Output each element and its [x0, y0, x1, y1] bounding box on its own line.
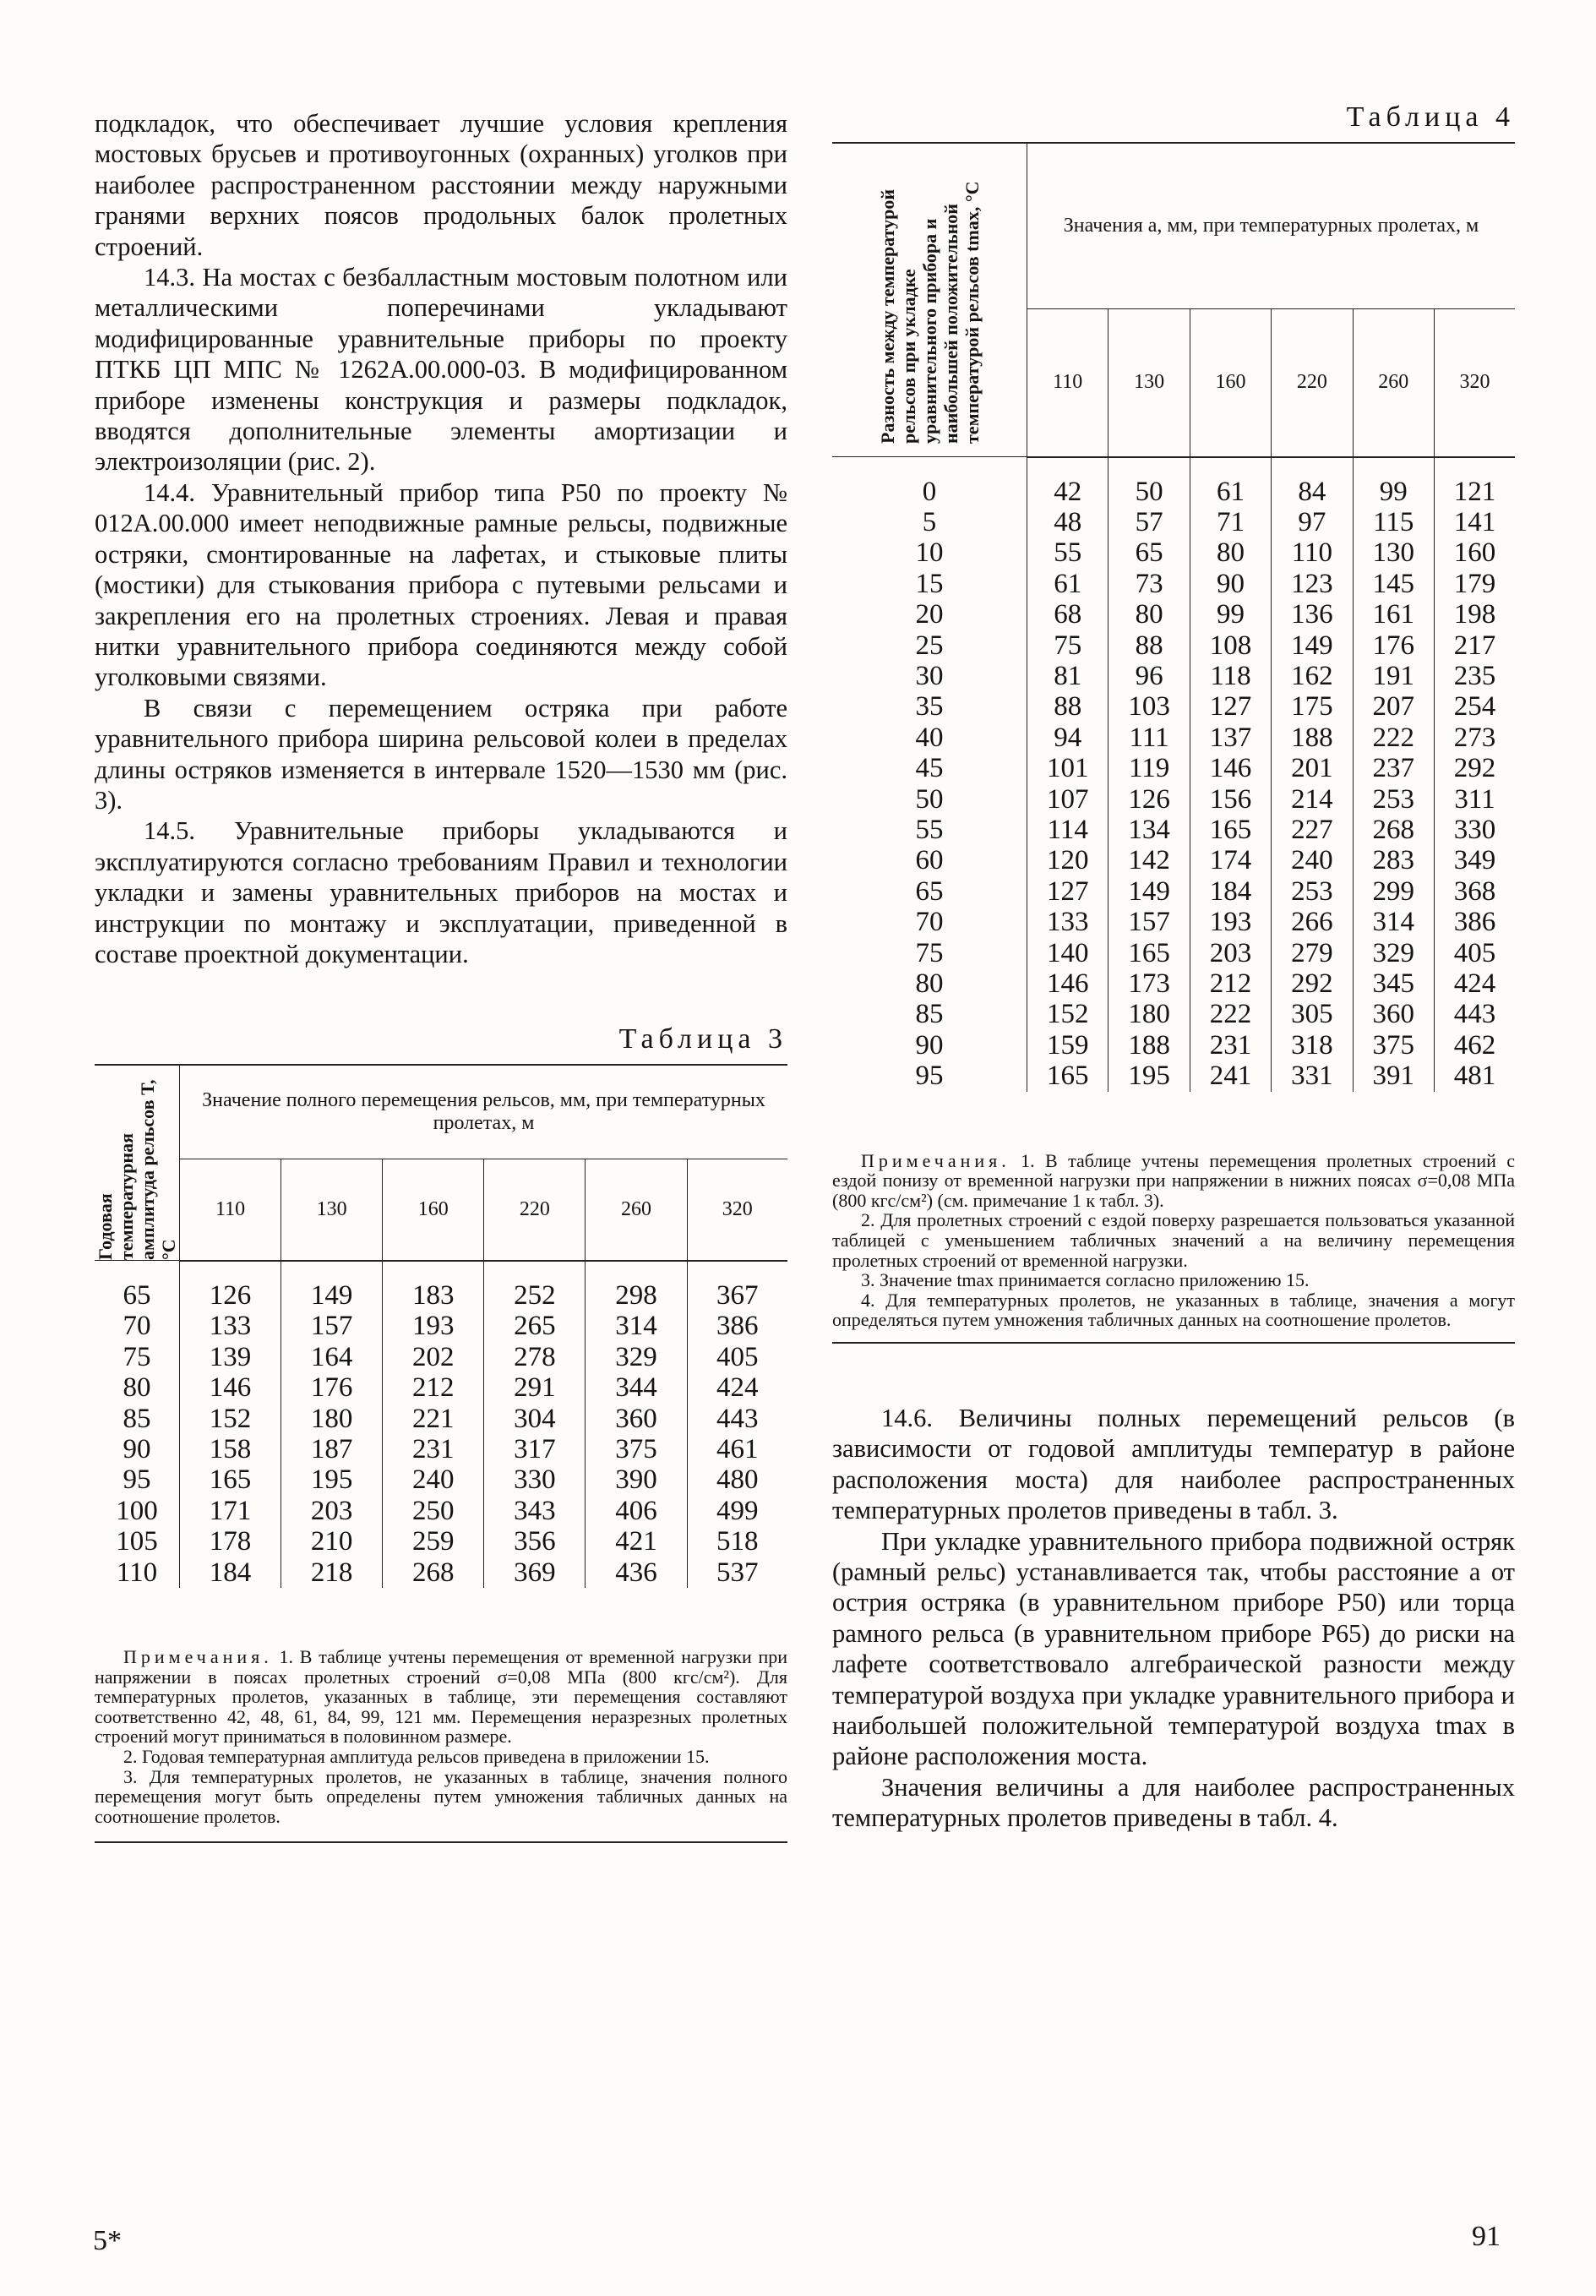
- table-cell: 227: [1272, 815, 1353, 845]
- table-cell: 188: [1108, 1030, 1190, 1061]
- table-cell: 123: [1272, 569, 1353, 599]
- note: 1. В таблице учтены перемещения пролетных строений с ездой понизу от временной нагрузки при напряжении в нижних поясах σ=0,08 МПа (800 кгс/см²) (см. примечание 1 к табл. 3).: [832, 1149, 1516, 1211]
- table4-col-header: 130: [1108, 309, 1190, 457]
- table3: [95, 1064, 787, 1588]
- table3-block: [95, 1023, 787, 1843]
- table-cell: 101: [1027, 753, 1108, 783]
- divider: [832, 1342, 1515, 1344]
- table-cell: 107: [1027, 784, 1108, 815]
- table-cell: 149: [281, 1280, 383, 1311]
- table-row: [832, 938, 1515, 968]
- table-cell: 48: [1027, 507, 1108, 537]
- table-cell: 214: [1272, 784, 1353, 815]
- table-cell: 80: [1190, 537, 1271, 568]
- table-cell: 84: [1272, 477, 1353, 507]
- table-cell: 241: [1190, 1061, 1271, 1091]
- table-cell: 203: [1190, 938, 1271, 968]
- table-cell: 146: [180, 1372, 281, 1403]
- row-label-cell: 45: [832, 753, 1027, 783]
- table-cell: 126: [180, 1280, 281, 1311]
- left-text-block: [95, 108, 787, 969]
- table4-row-header: Разность между температурой рельсов при укладке уравнительного прибора и наибольшей положительной температурой рельсов tmax, °C: [832, 143, 1027, 457]
- row-label-cell: 100: [95, 1496, 180, 1526]
- table-cell: 191: [1353, 661, 1434, 691]
- table3-col-header: 110: [180, 1159, 281, 1261]
- table-cell: 140: [1027, 938, 1108, 968]
- table-cell: 133: [1027, 907, 1108, 937]
- row-label-cell: 40: [832, 723, 1027, 753]
- table-cell: 127: [1027, 876, 1108, 907]
- table-cell: 164: [281, 1342, 383, 1372]
- table-cell: 278: [484, 1342, 586, 1372]
- table3-col-header: 160: [383, 1159, 484, 1261]
- table-cell: 203: [281, 1496, 383, 1526]
- row-label-cell: 85: [95, 1404, 180, 1434]
- paragraph: 14.4. Уравнительный прибор типа Р50 по проекту № 012А.00.000 имеет неподвижные рамные рельсы, подвижные остряки, смонтированные на лафетах, и стыковые плиты (мостики) для стыкования прибора с путевыми рельсами и закрепления его на пролетных строениях. Левая и правая нитки уравнительного прибора соединяются между собой уголковыми связями.: [95, 477, 787, 692]
- table-cell: 142: [1108, 845, 1190, 875]
- table-cell: 266: [1272, 907, 1353, 937]
- table3-title: Таблица 3: [618, 1023, 787, 1055]
- note: 2. Годовая температурная амплитуда рельсов приведена в приложении 15.: [123, 1745, 710, 1767]
- table-cell: 114: [1027, 815, 1108, 845]
- row-label-cell: 95: [832, 1061, 1027, 1091]
- table-cell: 273: [1453, 722, 1496, 753]
- table-cell: 212: [383, 1372, 484, 1403]
- row-label-cell: 65: [832, 876, 1027, 907]
- table-cell: 231: [383, 1434, 484, 1464]
- table-cell: 298: [586, 1280, 687, 1311]
- table-row: [832, 784, 1515, 815]
- table-cell: 146: [1027, 968, 1108, 999]
- table-cell: 162: [1272, 661, 1353, 691]
- note: 3. Значение tmax принимается согласно приложению 15.: [861, 1269, 1310, 1291]
- table-cell: 171: [180, 1496, 281, 1526]
- table-cell: 443: [1453, 999, 1496, 1030]
- table-cell: 139: [180, 1342, 281, 1372]
- table-cell: 134: [1108, 815, 1190, 845]
- row-label-cell: 90: [832, 1030, 1027, 1061]
- table-cell: 88: [1108, 630, 1190, 661]
- table-cell: 356: [484, 1526, 586, 1557]
- row-label-cell: 85: [832, 999, 1027, 1029]
- table-cell: 99: [1353, 477, 1434, 507]
- table-row: [832, 477, 1515, 507]
- table4-col-header: 160: [1190, 309, 1271, 457]
- row-label-cell: 95: [95, 1464, 180, 1495]
- table3-body: [95, 1261, 787, 1588]
- table-cell: 90: [1190, 569, 1271, 599]
- row-label-cell: 15: [832, 569, 1027, 599]
- table3-col-header: 220: [484, 1159, 586, 1261]
- table-cell: 299: [1353, 876, 1434, 907]
- table-cell: 152: [1027, 999, 1108, 1029]
- table4-body: [832, 457, 1515, 1092]
- table4-title: Таблица 4: [1346, 101, 1515, 133]
- table-cell: 237: [1353, 753, 1434, 783]
- table3-col-header: 130: [281, 1159, 383, 1261]
- table-cell: 130: [1353, 537, 1434, 568]
- table-cell: 127: [1190, 691, 1271, 722]
- table-row: [95, 1342, 787, 1372]
- table-cell: 253: [1272, 876, 1353, 907]
- table-row: [832, 753, 1515, 783]
- table-cell: 68: [1027, 599, 1108, 630]
- table-cell: 386: [716, 1311, 759, 1342]
- note: 4. Для температурных пролетов, не указанных в таблице, значения a могут определяться путем умножения табличных данных на соотношение пролетов.: [832, 1289, 1515, 1331]
- note: 2. Для пролетных строений с ездой поверху разрешается пользоваться указанной таблицей с уменьшением табличных значений a на величину перемещения пролетных строений от временной нагрузки.: [832, 1209, 1515, 1271]
- table-cell: 184: [1190, 876, 1271, 907]
- table-cell: 50: [1108, 477, 1190, 507]
- table-cell: 329: [586, 1342, 687, 1372]
- table-cell: 173: [1108, 968, 1190, 999]
- table-cell: 462: [1453, 1029, 1496, 1061]
- table-cell: 73: [1108, 569, 1190, 599]
- table-cell: 343: [484, 1496, 586, 1526]
- table-cell: 386: [1453, 907, 1496, 938]
- table-cell: 360: [586, 1404, 687, 1434]
- table-cell: 212: [1190, 968, 1271, 999]
- table-row: [832, 845, 1515, 875]
- table-cell: 367: [716, 1279, 759, 1311]
- table-cell: 375: [1353, 1030, 1434, 1061]
- notes-label: Примечания.: [861, 1149, 1010, 1171]
- table-cell: 217: [1453, 630, 1496, 661]
- table-cell: 391: [1353, 1061, 1434, 1091]
- table-cell: 174: [1190, 845, 1271, 875]
- table-cell: 304: [484, 1404, 586, 1434]
- table-cell: 158: [180, 1434, 281, 1464]
- row-label-cell: 60: [832, 845, 1027, 875]
- table-cell: 183: [383, 1280, 484, 1311]
- table-cell: 291: [484, 1372, 586, 1403]
- table-cell: 279: [1272, 938, 1353, 968]
- row-label-cell: 50: [832, 784, 1027, 815]
- table-cell: 250: [383, 1496, 484, 1526]
- table-row: [95, 1526, 787, 1557]
- table-cell: 80: [1108, 599, 1190, 630]
- table-cell: 108: [1190, 630, 1271, 661]
- row-label-cell: 110: [95, 1557, 180, 1588]
- table-row: [95, 1404, 787, 1434]
- note: 3. Для температурных пролетов, не указанных в таблице, значения полного перемещения могут быть определены путем умножения табличных данных на соотношение пролетов.: [95, 1765, 787, 1827]
- table-cell: 305: [1272, 999, 1353, 1029]
- table4-group-header: Значения a, мм, при температурных пролетах, м: [1027, 143, 1516, 309]
- table-cell: 210: [281, 1526, 383, 1557]
- table-cell: 318: [1272, 1030, 1353, 1061]
- table-row: [832, 723, 1515, 753]
- table-cell: 184: [180, 1557, 281, 1588]
- table-cell: 96: [1108, 661, 1190, 691]
- row-label-cell: 0: [832, 477, 1027, 507]
- table-row: [832, 876, 1515, 907]
- table-cell: 61: [1027, 569, 1108, 599]
- table-cell: 254: [1453, 691, 1496, 723]
- table-cell: 201: [1272, 753, 1353, 783]
- row-label-cell: 90: [95, 1434, 180, 1464]
- table-cell: 149: [1272, 630, 1353, 661]
- table-cell: 368: [1453, 875, 1496, 907]
- table-cell: 406: [586, 1496, 687, 1526]
- table-cell: 480: [716, 1464, 759, 1496]
- row-label-cell: 80: [832, 968, 1027, 999]
- table-cell: 518: [716, 1526, 759, 1557]
- table-cell: 141: [1453, 506, 1496, 537]
- right-column: [832, 101, 1515, 1834]
- table-cell: 443: [716, 1403, 759, 1434]
- table-cell: 179: [1453, 568, 1496, 599]
- table-cell: 207: [1353, 691, 1434, 722]
- table-cell: 436: [586, 1557, 687, 1588]
- table-cell: 97: [1272, 507, 1353, 537]
- row-label-cell: 65: [95, 1280, 180, 1311]
- table4-col-header: 260: [1353, 309, 1434, 457]
- table-row: [832, 507, 1515, 537]
- row-label-cell: 75: [832, 938, 1027, 968]
- table-cell: 253: [1353, 784, 1434, 815]
- table-cell: 193: [1190, 907, 1271, 937]
- table-cell: 110: [1272, 537, 1353, 568]
- table-row: [95, 1557, 787, 1588]
- table-cell: 159: [1027, 1030, 1108, 1061]
- table-cell: 345: [1353, 968, 1434, 999]
- table-cell: 99: [1190, 599, 1271, 630]
- paragraph: 14.3. На мостах с безбалластным мостовым полотном или металлическими поперечинами укладывают модифицированные уравнительные приборы по проекту ПТКБ ЦП МПС № 1262А.00.000-03. В модифицированном приборе изменены конструкция и размеры подкладок, вводятся дополнительные элементы амортизации и электроизоляции (рис. 2).: [95, 263, 787, 477]
- table-cell: 165: [1027, 1061, 1108, 1091]
- table-cell: 222: [1353, 723, 1434, 753]
- table-cell: 390: [586, 1464, 687, 1495]
- row-label-cell: 70: [832, 907, 1027, 937]
- table4-notes: [832, 1151, 1515, 1330]
- table-row: [832, 1030, 1515, 1061]
- table-cell: 198: [1453, 599, 1496, 630]
- table-row: [832, 1061, 1515, 1091]
- table-cell: 221: [383, 1404, 484, 1434]
- table-cell: 180: [281, 1404, 383, 1434]
- table-cell: 88: [1027, 691, 1108, 722]
- table-row: [832, 599, 1515, 630]
- table-cell: 314: [586, 1311, 687, 1341]
- table-cell: 165: [180, 1464, 281, 1495]
- table-cell: 152: [180, 1404, 281, 1434]
- table-cell: 331: [1272, 1061, 1353, 1091]
- table-cell: 71: [1190, 507, 1271, 537]
- table-cell: 240: [383, 1464, 484, 1495]
- table-row: [832, 999, 1515, 1029]
- table3-row-header: Годовая температурная амплитуда рельсов T, °C: [95, 1065, 180, 1261]
- notes-label: Примечания.: [123, 1645, 273, 1667]
- table-row: [832, 968, 1515, 999]
- table-cell: 481: [1453, 1061, 1496, 1092]
- table-cell: 314: [1353, 907, 1434, 937]
- table3-col-header: 320: [687, 1159, 787, 1261]
- table-cell: 252: [484, 1280, 586, 1311]
- table-row: [832, 691, 1515, 722]
- table-cell: 193: [383, 1311, 484, 1341]
- row-label-cell: 25: [832, 630, 1027, 661]
- table-cell: 156: [1190, 784, 1271, 815]
- table-cell: 145: [1353, 569, 1434, 599]
- table-cell: 133: [180, 1311, 281, 1341]
- table-row: [95, 1311, 787, 1341]
- table-cell: 65: [1108, 537, 1190, 568]
- table-cell: 57: [1108, 507, 1190, 537]
- table-cell: 81: [1027, 661, 1108, 691]
- table-cell: 165: [1108, 938, 1190, 968]
- table-cell: 111: [1108, 723, 1190, 753]
- table-cell: 344: [586, 1372, 687, 1403]
- table-cell: 222: [1190, 999, 1271, 1029]
- table-cell: 180: [1108, 999, 1190, 1029]
- table-cell: 61: [1190, 477, 1271, 507]
- table-cell: 292: [1453, 753, 1496, 784]
- table-cell: 195: [281, 1464, 383, 1495]
- table-cell: 161: [1353, 599, 1434, 630]
- table4-col-header: 320: [1434, 309, 1515, 457]
- table-row: [832, 907, 1515, 937]
- table-cell: 188: [1272, 723, 1353, 753]
- table-row: [95, 1372, 787, 1403]
- table-cell: 292: [1272, 968, 1353, 999]
- table-cell: 121: [1453, 476, 1496, 507]
- table3-notes: [95, 1647, 787, 1826]
- table-cell: 424: [1453, 968, 1496, 999]
- table4-col-header: 220: [1272, 309, 1353, 457]
- table-cell: 178: [180, 1526, 281, 1557]
- row-label-cell: 5: [832, 507, 1027, 537]
- table-row: [832, 569, 1515, 599]
- table-row: [95, 1280, 787, 1311]
- table-cell: 283: [1353, 845, 1434, 875]
- table-cell: 259: [383, 1526, 484, 1557]
- paragraph: При укладке уравнительного прибора подвижной остряк (рамный рельс) устанавливается так, чтобы расстояние a от острия остряка (в уравнительном приборе Р50) или торца рамного рельса (в уравнительном приборе Р65) до риски на лафете соответствовало алгебраической разности между температурой воздуха при укладке уравнительного прибора и наибольшей положительной температурой воздуха tmax в районе расположения моста.: [832, 1526, 1515, 1771]
- divider: [95, 1841, 787, 1843]
- paragraph: 14.6. Величины полных перемещений рельсов (в зависимости от годовой амплитуды температур в районе расположения моста) для наиболее распространенных температурных пролетов приведены в табл. 3.: [832, 1403, 1515, 1525]
- table-cell: 231: [1190, 1030, 1271, 1061]
- table-cell: 369: [484, 1557, 586, 1588]
- row-label-cell: 55: [832, 815, 1027, 845]
- table-cell: 126: [1108, 784, 1190, 815]
- paragraph: подкладок, что обеспечивает лучшие условия крепления мостовых брусьев и противоугонных (охранных) уголков при наиболее распространенном расстоянии между наружными гранями верхних поясов продольных балок пролетных строений.: [95, 109, 787, 261]
- table-cell: 160: [1453, 537, 1496, 569]
- row-label-cell: 35: [832, 691, 1027, 722]
- table-cell: 118: [1190, 661, 1271, 691]
- table-cell: 75: [1027, 630, 1108, 661]
- table-cell: 120: [1027, 845, 1108, 875]
- note: 1. В таблице учтены перемещения от временной нагрузки при напряжении в поясах пролетных строений σ=0,08 МПа (800 кгс/см²). Для температурных пролетов, указанных в таблице, эти перемещения составляют соответственно 42, 48, 61, 84, 99, 121 мм. Перемещения неразрезных пролетных строений могут приниматься в половинном размере.: [95, 1645, 788, 1748]
- table-cell: 195: [1108, 1061, 1190, 1091]
- table-cell: 360: [1353, 999, 1434, 1029]
- table-cell: 329: [1353, 938, 1434, 968]
- table-cell: 94: [1027, 723, 1108, 753]
- table-cell: 405: [1453, 937, 1496, 968]
- row-label-cell: 10: [832, 537, 1027, 568]
- table-cell: 157: [281, 1311, 383, 1341]
- table-row: [832, 661, 1515, 691]
- table-cell: 499: [716, 1495, 759, 1526]
- table-cell: 149: [1108, 876, 1190, 907]
- table-cell: 424: [716, 1372, 759, 1404]
- table-row: [95, 1464, 787, 1495]
- table-cell: 119: [1108, 753, 1190, 783]
- table-cell: 187: [281, 1434, 383, 1464]
- signature-mark: 5*: [93, 2225, 122, 2256]
- table-cell: 218: [281, 1557, 383, 1588]
- table-cell: 311: [1454, 783, 1495, 815]
- table-cell: 103: [1108, 691, 1190, 722]
- table-cell: 268: [1353, 815, 1434, 845]
- table3-col-header: 260: [586, 1159, 687, 1261]
- table-row: [95, 1496, 787, 1526]
- table-row: [95, 1434, 787, 1464]
- table-cell: 235: [1453, 660, 1496, 691]
- table-cell: 421: [586, 1526, 687, 1557]
- table-cell: 176: [1353, 630, 1434, 661]
- table-cell: 461: [716, 1433, 759, 1464]
- table-cell: 240: [1272, 845, 1353, 875]
- table-cell: 405: [716, 1341, 759, 1372]
- table-cell: 537: [716, 1557, 759, 1588]
- row-label-cell: 30: [832, 661, 1027, 691]
- row-label-cell: 105: [95, 1526, 180, 1557]
- table-cell: 136: [1272, 599, 1353, 630]
- table4: [832, 142, 1515, 1092]
- paragraph: 14.5. Уравнительные приборы укладываются и эксплуатируются согласно требованиям Правил и технологии укладки и замены уравнительных приборов на мостах и инструкции по монтажу и эксплуатации, приведенной в составе проектной документации.: [95, 816, 787, 968]
- table-cell: 317: [484, 1434, 586, 1464]
- row-label-cell: 75: [95, 1342, 180, 1372]
- table-cell: 42: [1027, 477, 1108, 507]
- table-row: [832, 815, 1515, 845]
- paragraph: Значения величины a для наиболее распространенных температурных пролетов приведены в табл. 4.: [832, 1772, 1515, 1833]
- table-cell: 115: [1353, 507, 1434, 537]
- table-cell: 265: [484, 1311, 586, 1341]
- page-number: 91: [1472, 2221, 1501, 2252]
- table-cell: 157: [1108, 907, 1190, 937]
- right-text-block: [832, 1403, 1515, 1834]
- left-column: [95, 108, 787, 1843]
- table-row: [832, 630, 1515, 661]
- table4-col-header: 110: [1027, 309, 1108, 457]
- table-cell: 330: [484, 1464, 586, 1495]
- table-cell: 146: [1190, 753, 1271, 783]
- table3-group-header: Значение полного перемещения рельсов, мм, при температурных пролетах, м: [180, 1065, 788, 1159]
- table-cell: 176: [281, 1372, 383, 1403]
- paragraph: В связи с перемещением остряка при работе уравнительного прибора ширина рельсовой колеи в пределах длины остряков изменяется в интервале 1520—1530 мм (рис. 3).: [95, 693, 787, 815]
- table-cell: 165: [1190, 815, 1271, 845]
- table-cell: 330: [1453, 814, 1496, 845]
- table-cell: 202: [383, 1342, 484, 1372]
- table-cell: 268: [383, 1557, 484, 1588]
- row-label-cell: 80: [95, 1372, 180, 1403]
- row-label-cell: 20: [832, 599, 1027, 630]
- table-cell: 137: [1190, 723, 1271, 753]
- table-row: [832, 537, 1515, 568]
- table-cell: 175: [1272, 691, 1353, 722]
- table-cell: 349: [1453, 845, 1496, 876]
- row-label-cell: 70: [95, 1311, 180, 1341]
- table-cell: 55: [1027, 537, 1108, 568]
- table-cell: 375: [586, 1434, 687, 1464]
